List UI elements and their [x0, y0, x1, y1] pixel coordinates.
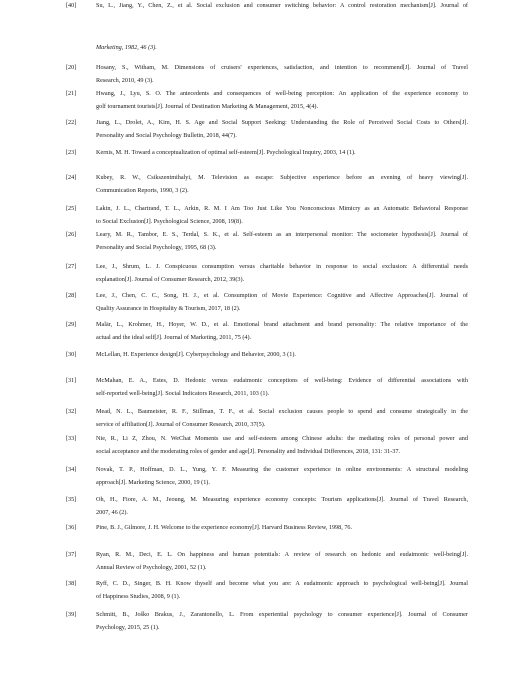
reference-line: explanation[J]. Journal of Consumer Research, 2012, 39(3). — [96, 275, 245, 283]
reference-line: Oh, H., Fiore, A. M., Jeoung, M. Measuring experience economy concepts: Tourism applications[J]. Journal of Travel Research, — [96, 496, 468, 503]
reference-line: Research, 2010, 49 (3). — [96, 76, 154, 84]
reference-line: Lee, J., Chen, C. C., Song, H. J., et al. Consumption of Movie Experience: Cognitive and Affective Approaches[J]. Journal of — [96, 292, 468, 299]
reference-text — [96, 578, 468, 603]
reference-entry — [66, 319, 468, 344]
reference-line: Ryff, C. D., Singer, B. H. Know thyself and become what you are: A eudaimonic approach to psychological well-being[J]. Journal — [96, 580, 468, 587]
reference-line: Novak, T. P., Hoffman, D. L., Yung, Y. F. Measuring the customer experience in online environments: A structural modeling — [96, 466, 468, 473]
reference-number: [23] — [66, 149, 77, 156]
reference-number: [25] — [66, 205, 77, 212]
reference-number: [38] — [66, 580, 77, 587]
reference-line: Personality and Social Psychology, 1995, 68 (3). — [96, 243, 217, 251]
reference-line: Pine, B. J., Gilmore, J. H. Welcome to the experience economy[J]. Harvard Business Review, 1998, 76. — [96, 524, 353, 531]
reference-text — [96, 319, 468, 344]
reference-number: [22] — [66, 119, 77, 126]
reference-line: actual and the ideal self[J]. Journal of Marketing, 2011, 75 (4). — [96, 333, 252, 341]
reference-line: Quality Assurance in Hospitality & Tourism, 2017, 18 (2). — [96, 304, 241, 312]
reference-line: of Happiness Studies, 2008, 9 (1). — [96, 592, 181, 600]
reference-number: [31] — [66, 377, 77, 384]
reference-text — [96, 549, 468, 574]
reference-number: [27] — [66, 263, 77, 270]
reference-text — [96, 62, 468, 87]
reference-entry — [66, 172, 468, 197]
reference-text — [96, 349, 468, 362]
reference-number: [24] — [66, 174, 77, 181]
reference-number: [21] — [66, 90, 77, 97]
reference-line: Su, L., Jiang, Y., Chen, Z., et al. Social exclusion and consumer switching behavior: A control restoration mechanism[J]. Journal of — [96, 2, 468, 9]
reference-line: Communication Reports, 1990, 3 (2). — [96, 186, 189, 194]
reference-line: Annual Review of Psychology, 2001, 52 (1). — [96, 563, 207, 571]
reference-line: service of affiliation[J]. Journal of Consumer Research, 2010, 37(5). — [96, 420, 266, 428]
reference-text — [96, 433, 468, 458]
reference-text — [96, 522, 468, 535]
reference-text — [96, 0, 468, 13]
reference-entry — [66, 494, 468, 519]
reference-number: [28] — [66, 292, 77, 299]
reference-number: [32] — [66, 408, 77, 415]
reference-entry — [66, 117, 468, 142]
reference-continuation: Marketing, 1982, 46 (3). — [96, 44, 157, 51]
reference-text — [96, 406, 468, 431]
reference-entry — [66, 578, 468, 603]
reference-line: Kubey, R. W., Csikszentmihalyi, M. Television as escape: Subjective experience before an evening of heavy viewing[J]. — [96, 174, 468, 181]
reference-entry — [66, 609, 468, 634]
reference-entry — [66, 0, 468, 13]
reference-line: approach[J]. Marketing Science, 2000, 19 (1). — [96, 478, 210, 486]
reference-line: to Social Exclusion[J]. Psychological Science, 2008, 19(8). — [96, 217, 243, 225]
reference-text — [96, 147, 468, 160]
reference-line: Lee, J., Shrum, L. J. Conspicuous consumption versus charitable behavior in response to social exclusion: A differential needs — [96, 263, 468, 270]
reference-line: Malär, L., Krohmer, H., Hoyer, W. D., et al. Emotional brand attachment and brand personality: The relative importance of the — [96, 321, 468, 328]
reference-line: Psychology, 2015, 25 (1). — [96, 623, 160, 631]
reference-entry — [66, 349, 468, 362]
reference-number: [20] — [66, 64, 77, 71]
reference-line: self-reported well-being[J]. Social Indicators Research, 2011, 103 (1). — [96, 389, 270, 397]
reference-line: Hwang, J., Lyu, S. O. The antecedents and consequences of well-being perception: An application of the experience economy to — [96, 90, 468, 97]
reference-line: Hosany, S., Witham, M. Dimensions of cruisers' experiences, satisfaction, and intention to recommend[J]. Journal of Travel — [96, 64, 468, 71]
reference-number: [33] — [66, 435, 77, 442]
reference-text — [96, 203, 468, 228]
reference-line: Kernis, M. H. Toward a conceptualization of optimal self-esteem[J]. Psychological Inquiry, 2003, 14 (1). — [96, 149, 356, 156]
reference-number: [39] — [66, 611, 77, 618]
reference-text — [96, 494, 468, 519]
reference-line: Nie, R., Li Z, Zhou, N. WeChat Moments use and self-esteem among Chinese adults: the mediating roles of personal power and — [96, 435, 468, 442]
reference-number: [26] — [66, 231, 77, 238]
reference-line: Ryan, R. M., Deci, E. L. On happiness and human potentials: A review of research on hedonic and eudaimonic well-being[J]. — [96, 551, 468, 558]
reference-text — [96, 609, 468, 634]
reference-text — [96, 375, 468, 400]
reference-entry — [66, 406, 468, 431]
reference-number: [40] — [66, 2, 77, 9]
reference-text — [96, 117, 468, 142]
reference-entry — [66, 229, 468, 254]
reference-entry — [66, 261, 468, 286]
reference-number: [37] — [66, 551, 77, 558]
reference-number: [36] — [66, 524, 77, 531]
reference-number: [29] — [66, 321, 77, 328]
reference-line: golf tournament tourists[J]. Journal of Destination Marketing & Management, 2015, 4(4). — [96, 102, 319, 110]
reference-number: [34] — [66, 466, 77, 473]
reference-line: McMahan, E. A., Estes, D. Hedonic versus eudaimonic conceptions of well-being: Evidence of differential associations with — [96, 377, 468, 384]
reference-number: [35] — [66, 496, 77, 503]
reference-entry — [66, 375, 468, 400]
reference-line: Mead, N. L., Baumeister, R. F., Stillman, T. F., et al. Social exclusion causes people to spend and consume strategically in the — [96, 408, 468, 415]
reference-text — [96, 172, 468, 197]
reference-number: [30] — [66, 351, 77, 358]
reference-text — [96, 464, 468, 489]
reference-entry — [66, 464, 468, 489]
reference-entry — [66, 62, 468, 87]
reference-line: Schmitt, B., Joško Brakus, J., Zarantonello, L. From experiential psychology to consumer experience[J]. Journal of Consumer — [96, 611, 468, 618]
reference-text — [96, 229, 468, 254]
reference-entry — [66, 203, 468, 228]
reference-text — [96, 290, 468, 315]
reference-line: Personality and Social Psychology Bulletin, 2018, 44(7). — [96, 131, 237, 139]
reference-line: McLellan, H. Experience design[J]. Cyberpsychology and Behavior, 2000, 3 (1). — [96, 351, 296, 358]
reference-entry — [66, 147, 468, 160]
reference-entry — [66, 522, 468, 535]
reference-line: Lakin, J. L., Chartrand, T. L., Arkin, R. M. I Am Too Just Like You Nonconscious Mimicry as an Automatic Behavioral Response — [96, 205, 468, 212]
reference-entry — [66, 88, 468, 113]
reference-line: Leary, M. R., Tambor, E. S., Terdal, S. K., et al. Self-esteem as an interpersonal monitor: The sociometer hypothesis[J]. Journal of — [96, 231, 468, 238]
reference-text — [96, 88, 468, 113]
reference-entry — [66, 433, 468, 458]
reference-entry — [66, 549, 468, 574]
reference-line: 2007, 46 (2). — [96, 508, 128, 516]
reference-text — [96, 261, 468, 286]
reference-entry — [66, 290, 468, 315]
reference-line: social acceptance and the moderating roles of gender and age[J]. Personality and Individual Differences, 2018, 131: 31-37. — [96, 447, 400, 455]
reference-line: Jiang, L., Drolet, A., Kim, H. S. Age and Social Support Seeking: Understanding the Role of Perceived Social Costs to Others[J]. — [96, 119, 468, 126]
